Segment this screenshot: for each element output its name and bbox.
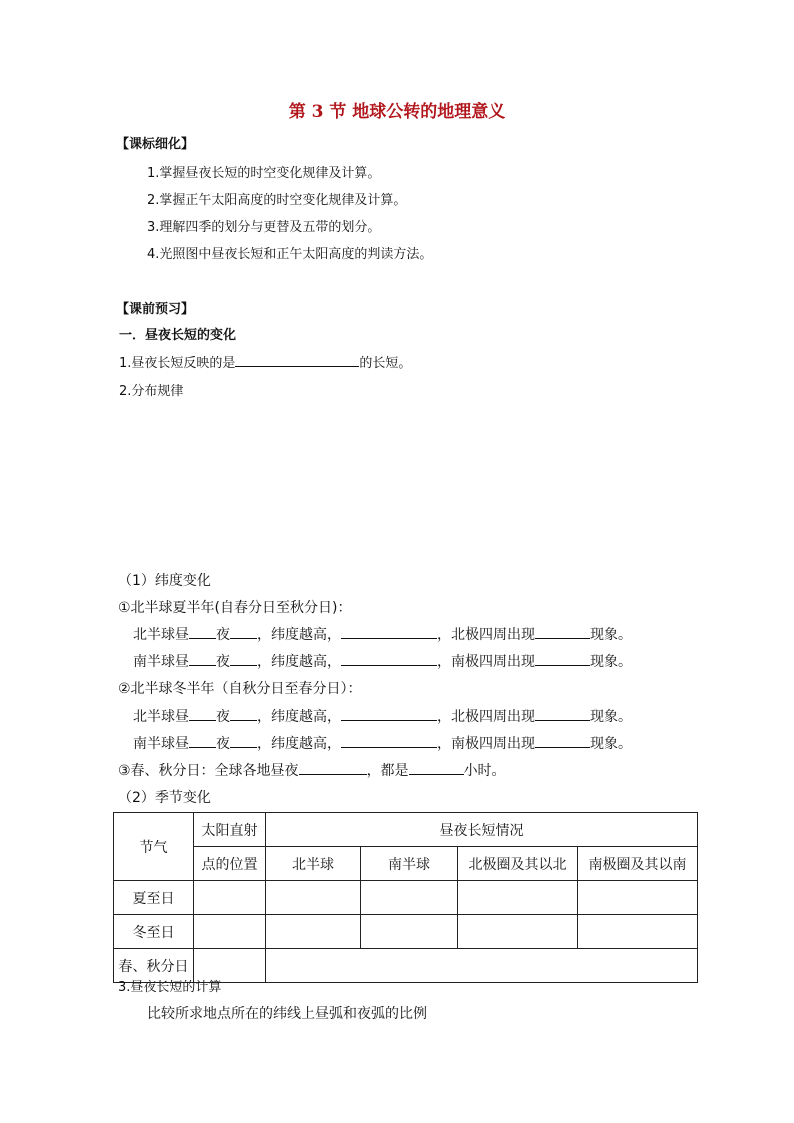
calc-heading: 3.昼夜长短的计算 <box>118 980 222 995</box>
winter-south-line: 南半球昼 夜 ，纬度越高， ，南极四周出现 现象。 <box>133 736 632 752</box>
row-summer-solstice: 夏至日 <box>114 881 194 915</box>
answer-cell[interactable] <box>266 915 361 949</box>
answer-cell[interactable] <box>361 915 458 949</box>
calc-line: 比较所求地点所在的纬线上昼弧和夜弧的比例 <box>147 1006 427 1022</box>
curriculum-heading: 【课标细化】 <box>116 137 195 152</box>
answer-cell[interactable] <box>458 915 578 949</box>
table-row <box>114 915 698 949</box>
preview-heading: 【课前预习】 <box>116 302 195 317</box>
header-arctic: 北极圈及其以北 <box>458 847 578 881</box>
blank-field[interactable] <box>535 708 590 721</box>
blank-field[interactable] <box>189 653 216 666</box>
header-term: 节气 <box>114 813 194 881</box>
blank-field[interactable] <box>535 653 590 666</box>
equinox-line: ③春、秋分日：全球各地昼夜 ，都是 小时。 <box>118 763 506 779</box>
blank-field[interactable] <box>341 735 437 748</box>
blank-field[interactable] <box>235 354 359 367</box>
section-daylength: 一．昼夜长短的变化 <box>119 328 237 343</box>
row-winter-solstice: 冬至日 <box>114 915 194 949</box>
page-title: 第 3 节 地球公转的地理意义 <box>288 102 506 122</box>
answer-cell[interactable] <box>578 915 698 949</box>
header-sun-position-1: 太阳直射 <box>194 813 266 847</box>
blank-field[interactable] <box>230 735 257 748</box>
header-northern-hemisphere: 北半球 <box>266 847 361 881</box>
blank-field[interactable] <box>230 653 257 666</box>
curriculum-item-4: 4.光照图中昼夜长短和正午太阳高度的判读方法。 <box>147 247 433 262</box>
header-day-length: 昼夜长短情况 <box>266 813 698 847</box>
answer-cell[interactable] <box>194 881 266 915</box>
latitude-heading: （1）纬度变化 <box>118 573 211 589</box>
blank-field[interactable] <box>230 708 257 721</box>
answer-cell[interactable] <box>361 881 458 915</box>
blank-field[interactable] <box>189 626 216 639</box>
answer-cell[interactable] <box>194 915 266 949</box>
summer-half-title: ①北半球夏半年(自春分日至秋分日)： <box>118 600 352 616</box>
blank-field[interactable] <box>299 762 367 775</box>
curriculum-item-2: 2.掌握正午太阳高度的时空变化规律及计算。 <box>147 193 407 208</box>
header-southern-hemisphere: 南半球 <box>361 847 458 881</box>
question-1: 1.昼夜长短反映的是 的长短。 <box>119 356 412 371</box>
header-antarctic: 南极圈及其以南 <box>578 847 698 881</box>
blank-field[interactable] <box>189 708 216 721</box>
answer-cell[interactable] <box>266 949 698 983</box>
winter-half-title: ②北半球冬半年（自秋分日至春分日）： <box>118 681 362 697</box>
answer-cell[interactable] <box>458 881 578 915</box>
blank-field[interactable] <box>341 626 437 639</box>
header-sun-position-2: 点的位置 <box>194 847 266 881</box>
curriculum-item-1: 1.掌握昼夜长短的时空变化规律及计算。 <box>147 166 381 181</box>
winter-north-line: 北半球昼 夜 ，纬度越高， ，北极四周出现 现象。 <box>133 709 632 725</box>
question-2: 2.分布规律 <box>119 384 184 399</box>
table-row <box>114 881 698 915</box>
summer-south-line: 南半球昼 夜 ，纬度越高， ，南极四周出现 现象。 <box>133 654 632 670</box>
blank-field[interactable] <box>409 762 464 775</box>
season-heading: （2）季节变化 <box>118 790 211 806</box>
summer-north-line: 北半球昼 夜 ，纬度越高， ，北极四周出现 现象。 <box>133 627 632 643</box>
blank-field[interactable] <box>535 626 590 639</box>
answer-cell[interactable] <box>266 881 361 915</box>
blank-field[interactable] <box>341 708 437 721</box>
curriculum-item-3: 3.理解四季的划分与更替及五带的划分。 <box>147 220 381 235</box>
blank-field[interactable] <box>535 735 590 748</box>
season-table <box>113 812 698 983</box>
blank-field[interactable] <box>189 735 216 748</box>
row-equinox: 春、秋分日 <box>114 949 194 983</box>
answer-cell[interactable] <box>578 881 698 915</box>
blank-field[interactable] <box>341 653 437 666</box>
blank-field[interactable] <box>230 626 257 639</box>
